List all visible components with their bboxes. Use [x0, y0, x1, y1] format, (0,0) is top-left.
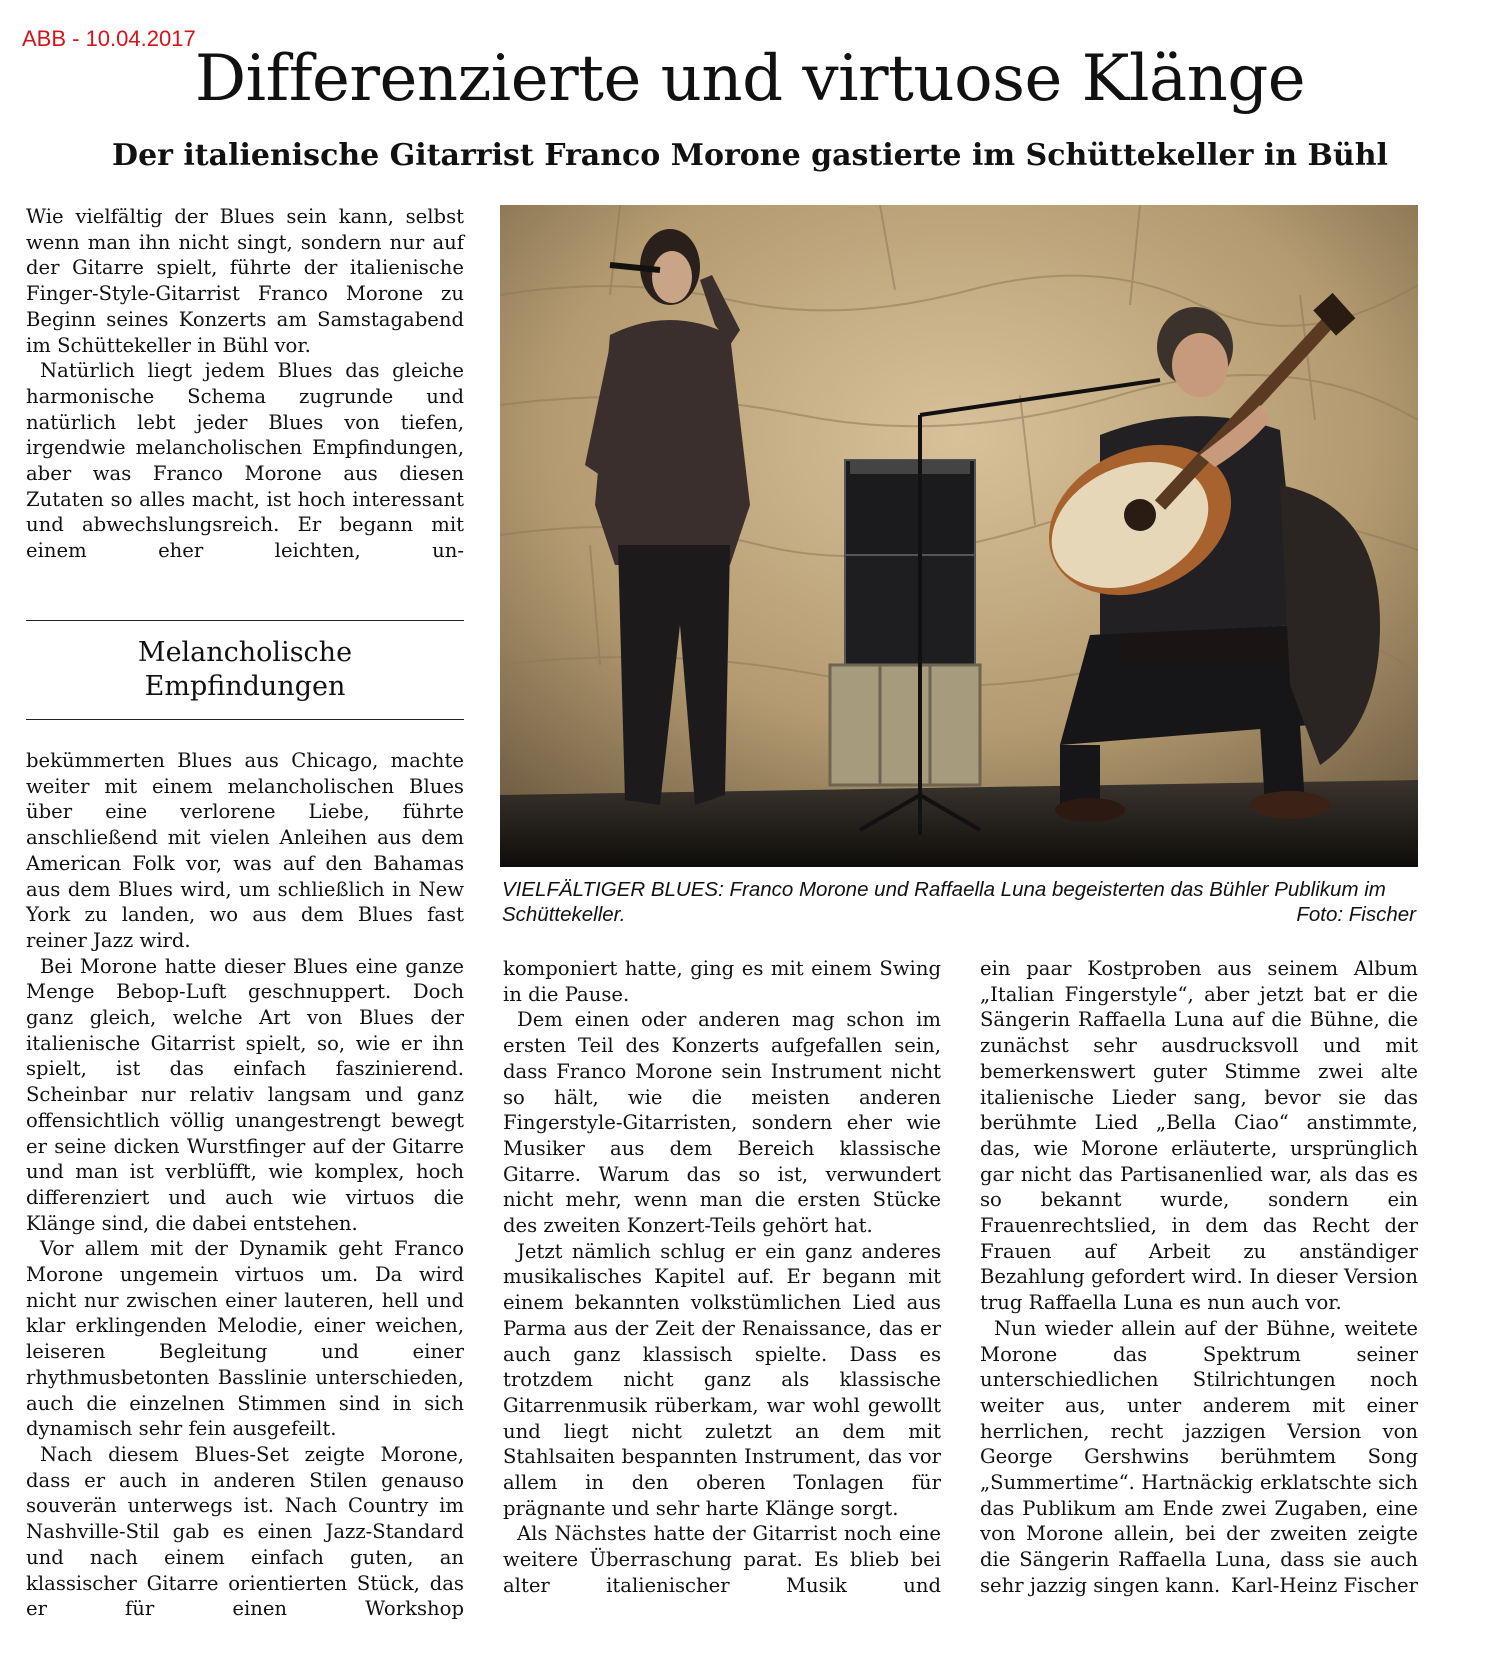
paragraph: Natürlich liegt jedem Blues das gleiche harmonische Schema zugrunde und natürlich lebt jeder Blues von tiefen, irgendwie melancholischen Empfindungen, aber was Franco Morone aus diesen Zutaten so alles macht, ist hoch interessant und abwechslungsreich. Er begann mit einem eher leichten, un-	[26, 359, 464, 563]
paragraph: Jetzt nämlich schlug er ein ganz anderes musikalisches Kapitel auf. Er begann mit einem bekannten volkstümlichen Lied aus Parma aus der Zeit der Renaissance, das er auch ganz klassisch spielte. Dass es trotzdem nicht ganz als klassische Gitarrenmusik rüberkam, war wohl gewollt und liegt nicht zuletzt an dem mit Stahlsaiten bespannten Instrument, das vor allem in den oberen Tonlagen für prägnante und sehr harte Klänge sorgt.	[503, 1239, 941, 1520]
paragraph: Dem einen oder anderen mag schon im ersten Teil des Konzerts aufgefallen sein, dass Franco Morone sein Instrument nicht so hält, wie die meisten anderen Fingerstyle-Gitarristen, sondern eher wie Musiker aus dem Bereich klassische Gitarre. Warum das so ist, verwundert nicht mehr, wenn man die ersten Stücke des zweiten Konzert-Teils gehört hat.	[503, 1008, 941, 1238]
article-column-1-top	[26, 204, 464, 564]
divider	[26, 620, 464, 621]
paragraph: bekümmerten Blues aus Chicago, machte weiter mit einem melancholischen Blues über eine verlorene Liebe, führte anschließend mit vielen Anleihen aus dem American Folk vor, was auf den Bahamas aus dem Blues wird, um schließlich in New York zu landen, wo aus dem Blues fast reiner Jazz wird.	[26, 749, 464, 952]
source-tag: ABB - 10.04.2017	[22, 26, 196, 51]
paragraph-text: Nun wieder allein auf der Bühne, weitete Morone das Spektrum seiner unterschiedlichen Stilrichtungen noch weiter aus, unter anderem mit einer herrlichen, recht jazzigen Version von George Gershwins berühmtem Song „Summertime“. Hartnäckig erklatschte sich das Publikum am Ende zwei Zugaben, eine von Morone allein, bei der zweiten zeigte die Sängerin Raffaella Luna, dass sie auch sehr jazzig singen kann.	[980, 1316, 1418, 1597]
divider	[26, 719, 464, 720]
paragraph: Wie vielfältig der Blues sein kann, selbst wenn man ihn nicht singt, sondern nur auf der Gitarre spielt, führte der italienische Finger-Style-Gitarrist Franco Morone zu Beginn seines Konzerts am Samstagabend im Schüttekeller in Bühl vor.	[26, 205, 464, 357]
photo-credit: Foto: Fischer	[1296, 903, 1416, 926]
paragraph: Bei Morone hatte dieser Blues eine ganze Menge Bebop-Luft geschnuppert. Doch ganz gleich, welche Art von Blues der italienische Gitarrist spielt, so, wie er ihn spielt, ist das einfach faszinierend. Scheinbar nur relativ langsam und ganz offensichtlich völlig unangestrengt bewegt er seine dicken Wurstfinger auf der Gitarre und man ist verblüfft, wie komplex, hoch differenziert und auch wie virtuos die Klänge sind, die dabei entstehen.	[26, 954, 464, 1235]
section-heading-line: Melancholische	[137, 637, 353, 668]
paragraph: komponiert hatte, ging es mit einem Swing in die Pause.	[503, 957, 941, 1006]
author-name: Karl-Heinz Fischer	[1230, 1573, 1418, 1597]
caption-text: VIELFÄLTIGER BLUES: Franco Morone und Raffaella Luna begeisterten das Bühler Publikum im Schüttekeller.	[502, 878, 1386, 926]
article-column-2	[503, 956, 941, 1599]
paragraph: Vor allem mit der Dynamik geht Franco Morone ungemein virtuos um. Da wird nicht nur zwischen einer lauteren, hell und klar erklingenden Melodie, einer weichen, leiseren Begleitung und einer rhythmusbetonten Basslinie unterschieden, auch die einzelnen Stimmen sind in sich dynamisch sehr fein ausgefeilt.	[26, 1237, 464, 1441]
photo-caption	[502, 877, 1416, 927]
amplifier-stack	[830, 460, 980, 785]
paragraph: Als Nächstes hatte der Gitarrist noch eine weitere Überraschung parat. Es blieb bei alter italienischer Musik und	[503, 1522, 941, 1597]
section-heading-line: Empfindungen	[144, 671, 346, 702]
paragraph	[980, 1316, 1418, 1599]
headline: Differenzierte und virtuose Klänge	[194, 42, 1306, 116]
concert-photo	[500, 205, 1418, 867]
article-column-3	[980, 956, 1418, 1599]
paragraph: Nach diesem Blues-Set zeigte Morone, dass er auch in anderen Stilen genauso souverän unterwegs ist. Nach Country im Nashville-Stil gab es einen Jazz-Standard und nach einem einfach guten, an klassischer Gitarre orientierten Stück, das er für einen Workshop	[26, 1442, 464, 1621]
subheadline: Der italienische Gitarrist Franco Morone gastierte im Schüttekeller in Bühl	[112, 138, 1388, 173]
section-heading	[26, 636, 464, 704]
concert-photo-illustration	[500, 205, 1418, 867]
paragraph: ein paar Kostproben aus seinem Album „Italian Fingerstyle“, aber jetzt bat er die Sängerin Raffaella Luna auf die Bühne, die zunächst sehr ausdrucksvoll und mit bemerkenswert guter Stimme zwei alte italienische Lieder sang, bevor sie das berühmte Lied „Bella Ciao“ anstimmte, das, wie Morone erläuterte, ursprünglich gar nicht das Partisanenlied war, als das es so bekannt wurde, sondern ein Frauenrechtslied, in dem das Recht der Frauen auf Arbeit zu anständiger Bezahlung gefordert wird. In dieser Version trug Raffaella Luna es nun auch vor.	[980, 957, 1418, 1315]
article-column-1-bottom	[26, 748, 464, 1622]
